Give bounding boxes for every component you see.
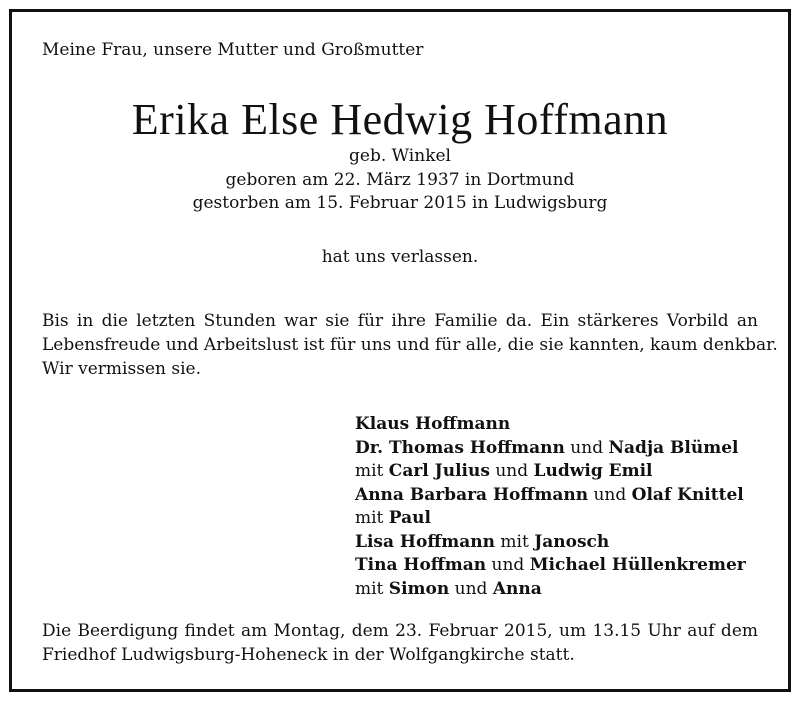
- maiden-name: geb. Winkel: [349, 146, 451, 166]
- family-line: mit Simon und Anna: [355, 578, 542, 599]
- tribute-line: Bis in die letzten Stunden war sie für ihre Familie da. Ein stärkeres Vorbild an: [42, 311, 758, 331]
- tribute-line: Wir vermissen sie.: [42, 359, 201, 379]
- deceased-name: Erika Else Hedwig Hoffmann: [131, 95, 669, 144]
- intro-line: Meine Frau, unsere Mutter und Großmutter: [42, 40, 424, 60]
- funeral-line: Friedhof Ludwigsburg-Hoheneck in der Wolfgangkirche statt.: [42, 645, 575, 665]
- death-line: gestorben am 15. Februar 2015 in Ludwigsburg: [192, 193, 608, 213]
- family-line: Anna Barbara Hoffmann und Olaf Knittel: [355, 484, 744, 505]
- tribute-paragraph: [42, 309, 778, 381]
- family-line: mit Carl Julius und Ludwig Emil: [355, 461, 653, 481]
- family-line: Tina Hoffman und Michael Hüllenkremer: [355, 555, 746, 575]
- family-line: Dr. Thomas Hoffmann und Nadja Blümel: [355, 437, 739, 458]
- family-signatures: [355, 413, 746, 601]
- family-line: Klaus Hoffmann: [355, 414, 511, 434]
- funeral-line: Die Beerdigung findet am Montag, dem 23. Februar 2015, um 13.15 Uhr auf dem: [42, 621, 758, 641]
- family-line: Lisa Hoffmann mit Janosch: [355, 531, 610, 552]
- birth-line: geboren am 22. März 1937 in Dortmund: [225, 170, 575, 190]
- family-line: mit Paul: [355, 508, 431, 528]
- left-us-line: hat uns verlassen.: [321, 247, 479, 267]
- funeral-paragraph: [42, 619, 758, 667]
- tribute-line: Lebensfreude und Arbeitslust ist für uns und für alle, die sie kannten, kaum denkbar.: [42, 335, 778, 355]
